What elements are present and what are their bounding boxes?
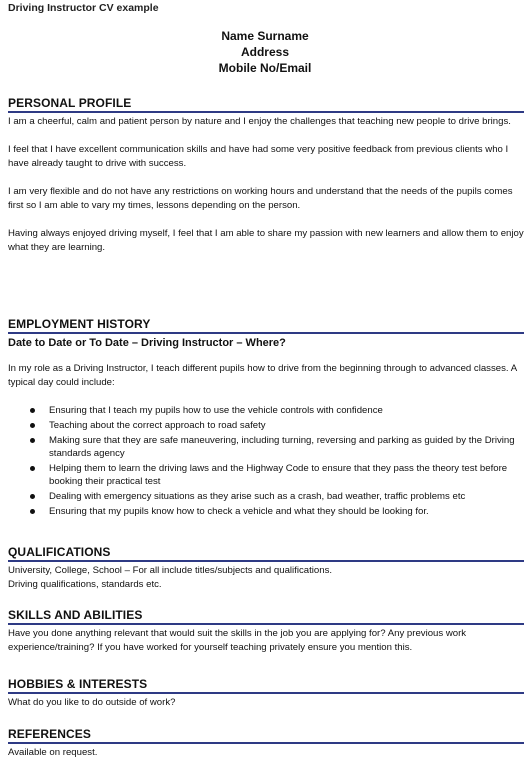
profile-paragraph: I am a cheerful, calm and patient person by nature and I enjoy the challenges that teaching new people to drive brings. <box>8 116 511 127</box>
profile-paragraph: I feel that I have excellent communication skills and have had some very positive feedback from previous clients who I have already taught to drive with success. <box>8 144 509 169</box>
list-item <box>8 404 524 418</box>
list-item <box>8 505 524 519</box>
bullet-icon <box>30 494 35 499</box>
duties-list <box>8 404 524 518</box>
list-item <box>8 419 524 433</box>
section-heading-references: REFERENCES <box>8 727 524 744</box>
references-section <box>8 727 524 760</box>
document-title: Driving Instructor CV example <box>8 2 159 14</box>
duty-text: Ensuring that my pupils know how to check a vehicle and what they should be looking for. <box>49 505 429 517</box>
candidate-name: Name Surname <box>221 29 309 43</box>
qualification-line: University, College, School – For all include titles/subjects and qualifications. <box>8 565 333 576</box>
skills-text: Have you done anything relevant that would suit the skills in the job you are applying for? Any previous work experience/training? If you have worked for yourself teaching privately ensure you mention this. <box>8 628 467 653</box>
candidate-address: Address <box>240 45 290 59</box>
section-heading-employment-history: EMPLOYMENT HISTORY <box>8 317 524 334</box>
job-intro: In my role as a Driving Instructor, I teach different pupils how to drive from the beginning through to advanced classes. A typical day could include: <box>8 363 517 388</box>
qualification-line: Driving qualifications, standards etc. <box>8 579 162 590</box>
section-heading-personal-profile: PERSONAL PROFILE <box>8 96 524 113</box>
bullet-icon <box>30 423 35 428</box>
duty-text: Ensuring that I teach my pupils how to use the vehicle controls with confidence <box>49 405 383 416</box>
bullet-icon <box>30 509 35 514</box>
employment-history-section <box>8 317 524 520</box>
duty-text: Teaching about the correct approach to road safety <box>49 419 266 431</box>
skills-section <box>8 608 524 655</box>
section-heading-hobbies: HOBBIES & INTERESTS <box>8 677 524 694</box>
qualifications-section <box>8 545 524 592</box>
candidate-contact: Mobile No/Email <box>218 61 312 75</box>
bullet-icon <box>30 438 35 443</box>
profile-paragraph: I am very flexible and do not have any restrictions on working hours and understand that the needs of the pupils comes first so I am able to vary my times, lessons depending on the person. <box>8 186 513 211</box>
hobbies-section <box>8 677 524 710</box>
bullet-icon <box>30 466 35 471</box>
list-item <box>8 490 524 504</box>
profile-paragraph: Having always enjoyed driving myself, I feel that I am able to share my passion with new learners and allow them to enjoy what they are learning. <box>8 228 524 253</box>
duty-text: Dealing with emergency situations as they arise such as a crash, bad weather, traffic problems etc <box>49 491 466 503</box>
contact-header <box>0 28 530 76</box>
section-heading-skills: SKILLS AND ABILITIES <box>8 608 524 625</box>
references-text: Available on request. <box>8 747 98 758</box>
list-item <box>8 462 524 489</box>
personal-profile-section <box>8 96 524 255</box>
bullet-icon <box>30 408 35 413</box>
duty-text: Making sure that they are safe maneuvering, including turning, reversing and parking as guided by the Driving standards agency <box>49 434 515 460</box>
hobbies-text: What do you like to do outside of work? <box>8 697 176 708</box>
section-heading-qualifications: QUALIFICATIONS <box>8 545 524 562</box>
job-title: Date to Date or To Date – Driving Instructor – Where? <box>8 337 286 349</box>
list-item <box>8 434 524 461</box>
duty-text: Helping them to learn the driving laws and the Highway Code to ensure that they pass the theory test before booking their practical test <box>49 462 508 488</box>
